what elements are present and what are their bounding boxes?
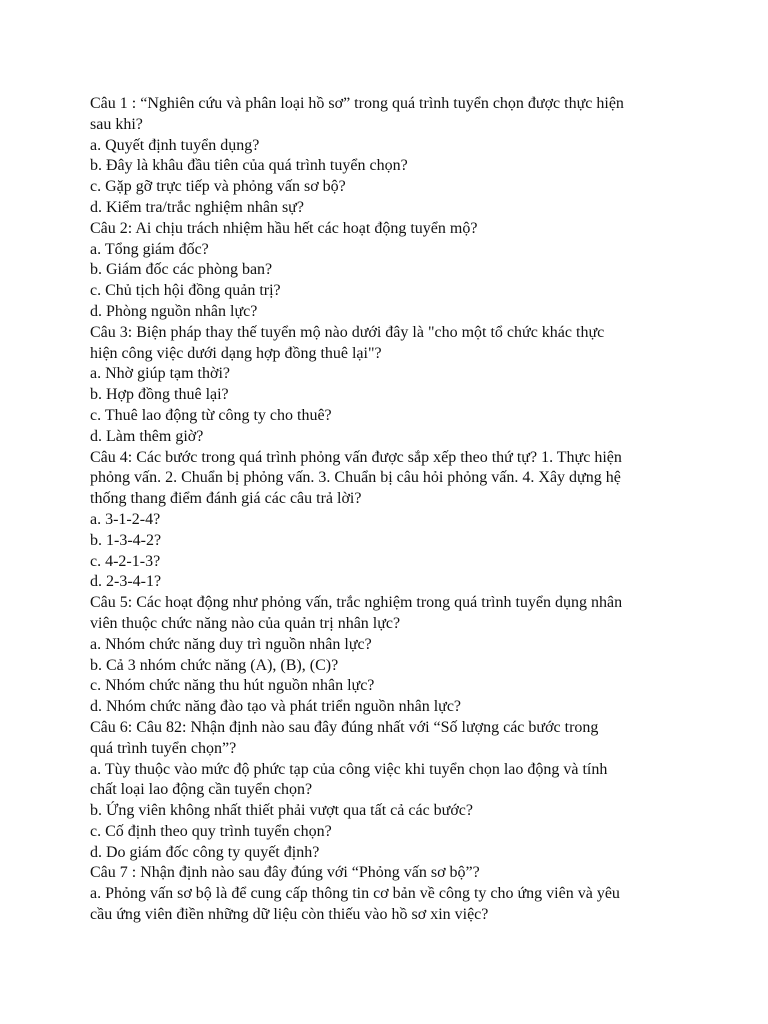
text-line: a. 3-1-2-4?: [90, 510, 161, 528]
text-line: b. Đây là khâu đầu tiên của quá trình tuyển chọn?: [90, 157, 408, 175]
text-line: d. Do giám đốc công ty quyết định?: [90, 843, 320, 861]
text-line: Câu 7 : Nhận định nào sau đây đúng với “Phỏng vấn sơ bộ”?: [90, 864, 480, 882]
text-line: b. Ứng viên không nhất thiết phải vượt qua tất cả các bước?: [90, 802, 474, 820]
text-line: d. Làm thêm giờ?: [90, 427, 204, 445]
text-line: c. Nhóm chức năng thu hút nguồn nhân lực?: [90, 677, 375, 695]
text-line: d. Kiểm tra/trắc nghiệm nhân sự?: [90, 198, 304, 216]
text-line: thống thang điểm đánh giá các câu trả lời?: [90, 490, 362, 508]
text-line: b. Giám đốc các phòng ban?: [90, 261, 273, 279]
text-line: b. Cả 3 nhóm chức năng (A), (B), (C)?: [90, 656, 339, 674]
text-line: c. Cố định theo quy trình tuyển chọn?: [90, 822, 332, 840]
text-line: sau khi?: [90, 115, 143, 133]
text-line: chất loại lao động cần tuyển chọn?: [90, 781, 313, 799]
text-line: Câu 6: Câu 82: Nhận định nào sau đây đúng nhất với “Số lượng các bước trong: [90, 718, 599, 736]
text-line: quá trình tuyển chọn”?: [90, 739, 237, 757]
text-line: a. Phỏng vấn sơ bộ là để cung cấp thông tin cơ bản về công ty cho ứng viên và yêu: [90, 885, 620, 903]
text-line: Câu 5: Các hoạt động như phỏng vấn, trắc nghiệm trong quá trình tuyển dụng nhân: [90, 594, 623, 612]
text-line: d. Nhóm chức năng đào tạo và phát triển nguồn nhân lực?: [90, 698, 462, 716]
text-line: a. Tổng giám đốc?: [90, 240, 209, 258]
text-line: d. Phòng nguồn nhân lực?: [90, 302, 258, 320]
text-line: Câu 1 : “Nghiên cứu và phân loại hồ sơ” trong quá trình tuyển chọn được thực hiện: [90, 95, 624, 112]
text-line: cầu ứng viên điền những dữ liệu còn thiếu vào hồ sơ xin việc?: [90, 906, 489, 924]
text-line: c. Chủ tịch hội đồng quản trị?: [90, 282, 281, 300]
text-line: b. Hợp đồng thuê lại?: [90, 386, 229, 404]
text-line: Câu 3: Biện pháp thay thế tuyển mộ nào dưới đây là "cho một tổ chức khác thực: [90, 323, 605, 341]
text-line: d. 2-3-4-1?: [90, 573, 162, 591]
document-body: [90, 94, 690, 926]
text-line: a. Nhờ giúp tạm thời?: [90, 365, 231, 383]
text-line: c. Gặp gỡ trực tiếp và phỏng vấn sơ bộ?: [90, 178, 346, 196]
text-line: a. Tùy thuộc vào mức độ phức tạp của công việc khi tuyển chọn lao động và tính: [90, 760, 608, 778]
text-line: Câu 2: Ai chịu trách nhiệm hầu hết các hoạt động tuyển mộ?: [90, 219, 478, 237]
text-line: a. Nhóm chức năng duy trì nguồn nhân lực?: [90, 635, 372, 653]
text-line: c. 4-2-1-3?: [90, 552, 161, 570]
text-line: viên thuộc chức năng nào của quản trị nhân lực?: [90, 614, 401, 632]
text-line: hiện công việc dưới dạng hợp đồng thuê lại"?: [90, 344, 382, 362]
text-line: b. 1-3-4-2?: [90, 531, 162, 549]
text-line: phỏng vấn. 2. Chuẩn bị phỏng vấn. 3. Chuẩn bị câu hỏi phỏng vấn. 4. Xây dựng hệ: [90, 469, 621, 487]
text-line: Câu 4: Các bước trong quá trình phỏng vấn được sắp xếp theo thứ tự? 1. Thực hiện: [90, 448, 622, 466]
text-line: a. Quyết định tuyển dụng?: [90, 136, 260, 154]
text-line: c. Thuê lao động từ công ty cho thuê?: [90, 406, 332, 424]
